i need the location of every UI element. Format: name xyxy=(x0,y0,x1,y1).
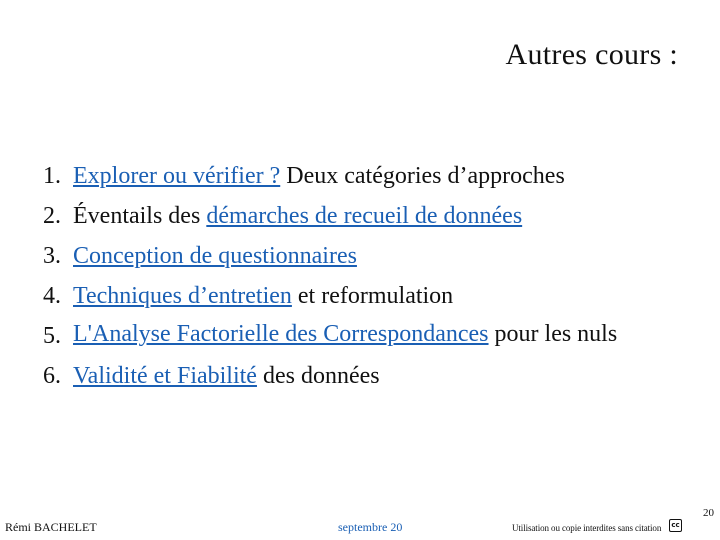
item-text: Deux catégories d’approches xyxy=(280,163,565,189)
footer-license-text: Utilisation ou copie interdites sans citation xyxy=(512,523,662,533)
course-link-questionnaires[interactable]: Conception de questionnaires xyxy=(73,243,357,269)
list-item xyxy=(30,156,690,196)
course-link-validite-fiabilite[interactable]: Validité et Fiabilité xyxy=(73,363,257,389)
page-number: 20 xyxy=(703,507,714,519)
item-number: 2. xyxy=(43,203,61,229)
list-item xyxy=(30,316,690,356)
slide-title: Autres cours : xyxy=(505,38,678,71)
course-link-entretien[interactable]: Techniques d’entretien xyxy=(73,283,292,309)
item-text: Éventails des xyxy=(73,203,207,229)
footer-date: septembre 20 xyxy=(338,520,403,534)
item-number: 3. xyxy=(43,243,61,269)
list-item xyxy=(30,196,690,236)
course-link-demarches-recueil[interactable]: démarches de recueil de données xyxy=(206,203,523,229)
item-text: et reformulation xyxy=(291,283,454,309)
course-list xyxy=(30,156,690,396)
list-item xyxy=(30,276,690,316)
list-item xyxy=(30,236,690,276)
course-link-afc[interactable]: L'Analyse Factorielle des Correspondances xyxy=(73,321,489,347)
footer-author: Rémi BACHELET xyxy=(5,520,97,534)
item-text: des données xyxy=(256,363,380,389)
item-number: 5. xyxy=(43,323,61,349)
item-text: pour les nuls xyxy=(488,321,618,347)
item-number: 1. xyxy=(43,163,61,189)
course-link-explorer-verifier[interactable]: Explorer ou vérifier ? xyxy=(73,163,281,189)
item-number: 6. xyxy=(43,363,61,389)
list-item xyxy=(30,356,690,396)
item-number: 4. xyxy=(43,283,61,309)
cc-icon: cc xyxy=(669,519,682,532)
